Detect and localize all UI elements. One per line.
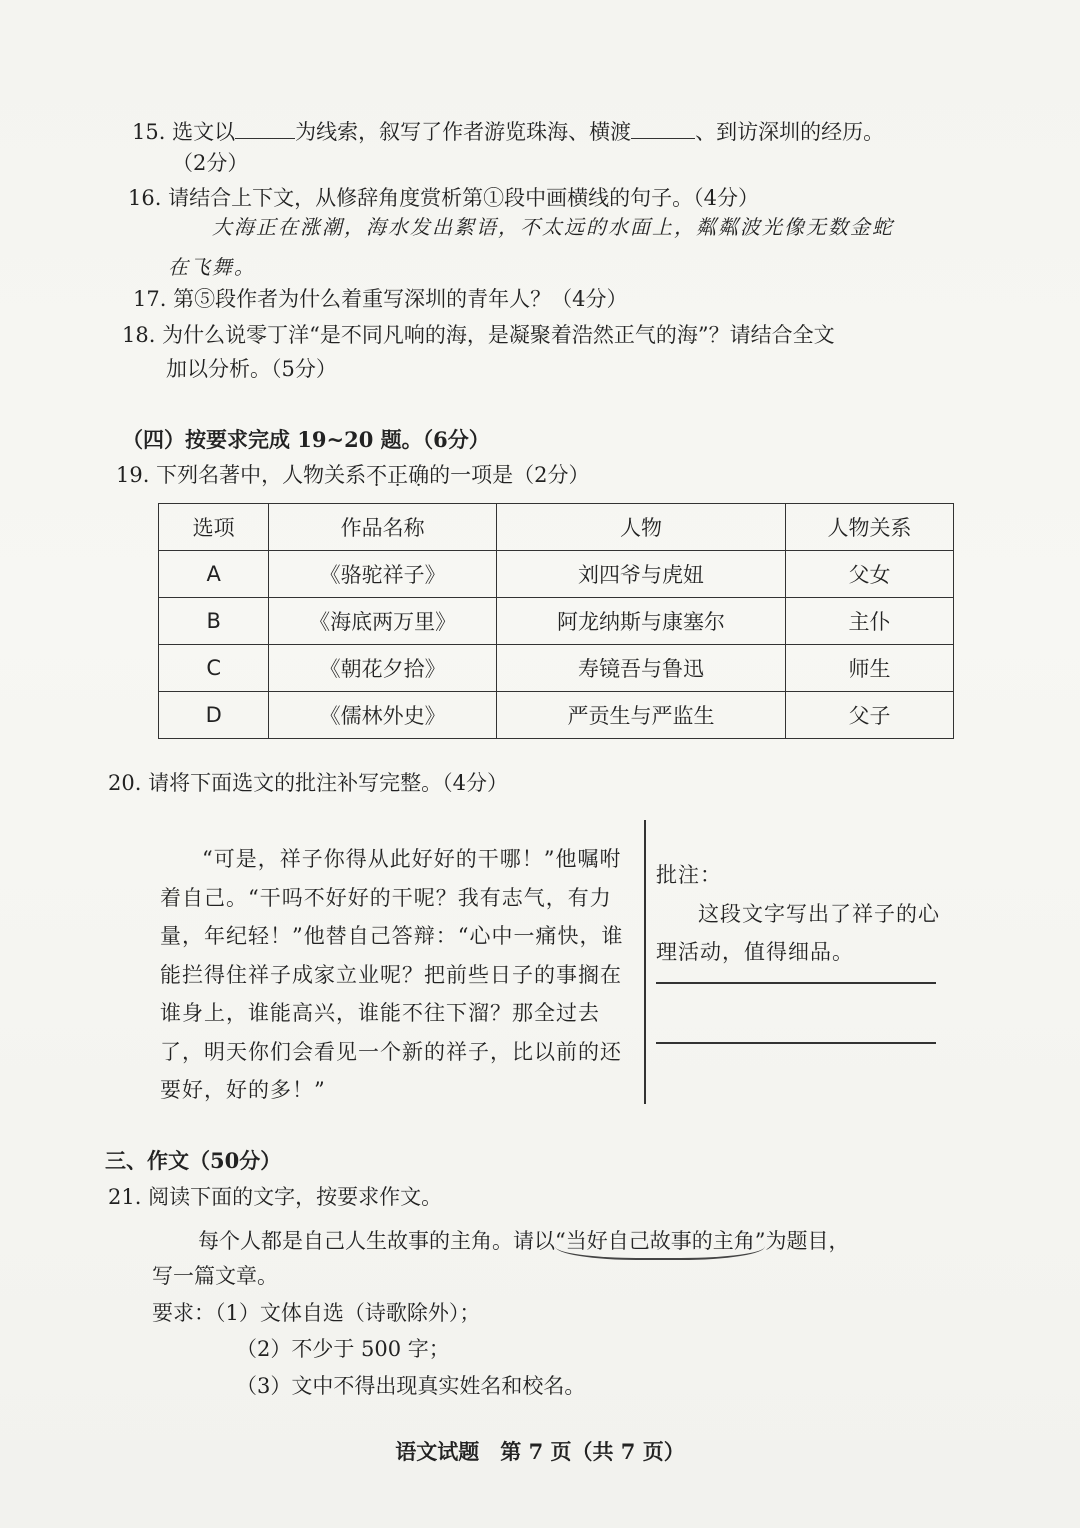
question-text: 阅读下面的文字，按要求作文。 <box>148 1185 443 1209</box>
table-row <box>159 551 954 598</box>
essay-prompt-line-2: 写一篇文章。 <box>152 1264 278 1288</box>
annotation-text: 这段文字写出了祥子的心理活动，值得细品。 <box>656 901 940 964</box>
question-text: 为什么说零丁洋“是不同凡响的海，是凝聚着浩然正气的海”？请结合全文 <box>162 323 835 347</box>
characters-cell: 严贡生与严监生 <box>496 692 785 739</box>
prompt-text: 为题目， <box>765 1229 850 1253</box>
annotation-label: 批注： <box>656 863 722 887</box>
option-cell: D <box>159 692 269 739</box>
emphasis-char: 确 <box>408 463 430 487</box>
essay-title: “当好自己故事的主角” <box>555 1226 765 1260</box>
question-number: 16. <box>128 186 162 210</box>
emphasis-char: 不 <box>366 463 388 487</box>
requirement-item: （3）文中不得出现真实姓名和校名。 <box>236 1374 586 1398</box>
question-text: 、到访深圳的经历。 <box>695 120 885 144</box>
characters-cell: 刘四爷与虎妞 <box>496 551 785 598</box>
question-19 <box>116 460 589 490</box>
question-18 <box>122 320 835 350</box>
question-text: 第⑤段作者为什么着重写深圳的青年人？（4分） <box>173 287 628 311</box>
answer-blank[interactable] <box>235 116 295 139</box>
table-header: 作品名称 <box>269 504 497 551</box>
question-text: 请结合上下文，从修辞角度赏析第①段中画横线的句子。（4分） <box>168 186 759 210</box>
question-number: 21. <box>108 1185 142 1209</box>
emphasis-char: 正 <box>387 463 409 487</box>
question-17 <box>133 284 627 314</box>
requirements-label: 要求： <box>152 1301 215 1325</box>
passage-text: “可是，祥子你得从此好好的干哪！”他嘱咐着自己。“干吗不好好的干呢？我有志气，有力量，年纪轻！”他替自己答辩：“心中一痛快，谁能拦得住祥子成家立业呢？把前些日子的事搁在谁身上，谁能高兴，谁能不往下溜？那全过去了，明天你们会看见一个新的祥子，比以前的还要好，好的多！” <box>160 847 624 1102</box>
table-header: 人物关系 <box>786 504 954 551</box>
quoted-sentence-line-2: 在飞舞。 <box>168 255 256 279</box>
question-text: 为线索，叙写了作者游览珠海、横渡 <box>295 120 632 144</box>
question-text: 选文以 <box>172 120 236 144</box>
characters-cell: 寿镜吾与鲁迅 <box>496 645 785 692</box>
question-number: 15. <box>132 120 166 144</box>
question-text: 下列名著中，人物关系 <box>156 463 367 487</box>
relation-cell: 父子 <box>786 692 954 739</box>
option-cell: A <box>159 551 269 598</box>
book-cell: 《儒林外史》 <box>269 692 497 739</box>
answer-line[interactable] <box>656 1042 936 1044</box>
section-3-title: 三、作文（50分） <box>105 1148 282 1173</box>
question-text: 请将下面选文的批注补写完整。（4分） <box>148 771 508 795</box>
divider <box>644 820 646 1104</box>
table-row <box>159 692 954 739</box>
quoted-sentence-line-1: 大海正在涨潮，海水发出絮语，不太远的水面上，粼粼波光像无数金蛇 <box>212 215 894 239</box>
book-cell: 《骆驼祥子》 <box>269 551 497 598</box>
requirements <box>152 1298 480 1328</box>
excerpt-passage <box>160 840 638 1110</box>
relation-cell: 师生 <box>786 645 954 692</box>
requirement-item: （1）文体自选（诗歌除外）； <box>215 1301 481 1325</box>
table-header-row <box>159 504 954 551</box>
answer-blank[interactable] <box>631 116 695 139</box>
question-16 <box>128 183 759 213</box>
relation-cell: 主仆 <box>786 598 954 645</box>
table-row <box>159 645 954 692</box>
book-cell: 《朝花夕拾》 <box>269 645 497 692</box>
table-header: 人物 <box>496 504 785 551</box>
characters-cell: 阿龙纳斯与康塞尔 <box>496 598 785 645</box>
answer-line[interactable] <box>656 982 936 984</box>
question-number: 17. <box>133 287 167 311</box>
question-15-score: （2分） <box>172 151 249 175</box>
option-cell: C <box>159 645 269 692</box>
book-cell: 《海底两万里》 <box>269 598 497 645</box>
question-number: 20. <box>108 771 142 795</box>
requirement-item: （2）不少于 500 字； <box>236 1337 450 1361</box>
question-15 <box>132 116 884 147</box>
prompt-text: 每个人都是自己人生故事的主角。请以 <box>198 1229 555 1253</box>
question-20 <box>108 768 508 798</box>
book-relations-table <box>158 503 954 739</box>
essay-prompt <box>198 1226 849 1260</box>
table-header: 选项 <box>159 504 269 551</box>
question-21 <box>108 1182 442 1212</box>
page-footer: 语文试题 第 7 页（共 7 页） <box>395 1439 685 1464</box>
question-18-line-2: 加以分析。（5分） <box>166 357 337 381</box>
question-text: 的一项是（2分） <box>429 463 590 487</box>
section-4-title: （四）按要求完成 19~20 题。（6分） <box>122 427 490 452</box>
annotation-box <box>656 856 956 972</box>
question-number: 18. <box>122 323 156 347</box>
table-row <box>159 598 954 645</box>
relation-cell: 父女 <box>786 551 954 598</box>
question-number: 19. <box>116 463 150 487</box>
option-cell: B <box>159 598 269 645</box>
